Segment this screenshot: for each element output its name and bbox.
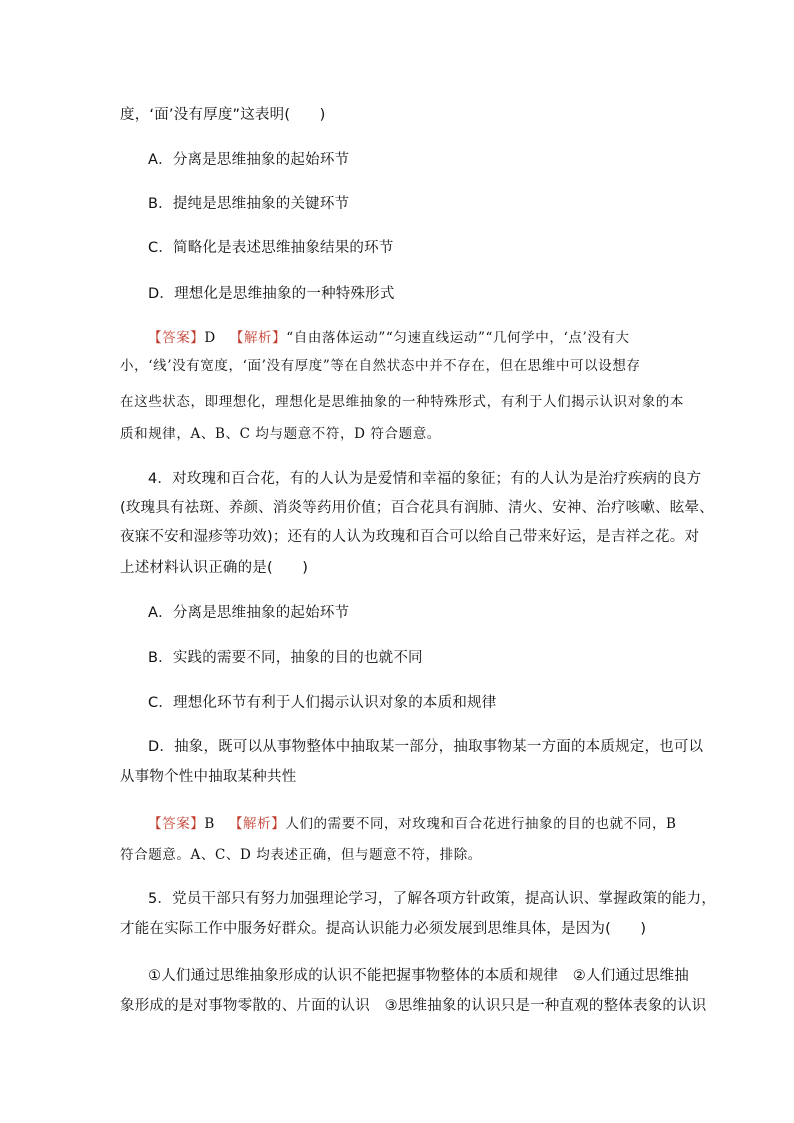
q4-analysis-tag: 【解析】 — [228, 816, 286, 832]
q4-stem-line: 4．对玫瑰和百合花，有的人认为是爱情和幸福的象征；有的人认为是治疗疾病的良方 — [148, 471, 702, 487]
q4-option-d: D．抽象，既可以从事物整体中抽取某一部分，抽取事物某一方面的本质规定，也可以 — [148, 739, 704, 755]
q3-analysis-line: 小，‘线’没有宽度，‘面’没有厚度”等在自然状态中并不存在，但在思维中可以设想存 — [120, 358, 641, 374]
q4-stem-line: (玫瑰具有祛斑、养颜、消炎等药用价值；百合花具有润肺、清火、安神、治疗咳嗽、眩晕、 — [120, 500, 714, 516]
q3-option-c: C．简略化是表述思维抽象结果的环节 — [148, 240, 394, 256]
q3-analysis-line: “自由落体运动”“匀速直线运动”“几何学中，‘点’没有大 — [286, 330, 630, 346]
q4-analysis-line: 人们的需要不同，对玫瑰和百合花进行抽象的目的也就不同，B — [285, 816, 677, 832]
q5-statement-line: 象形成的是对事物零散的、片面的认识 ③思维抽象的认识只是一种直观的整体表象的认识 — [120, 998, 707, 1014]
q3-stem-tail: 度，‘面’没有厚度”这表明( ) — [120, 107, 326, 123]
q5-statement-line: ①人们通过思维抽象形成的认识不能把握事物整体的本质和规律 ②人们通过思维抽 — [148, 968, 689, 984]
q3-option-a: A．分离是思维抽象的起始环节 — [148, 152, 350, 168]
q3-answer-value: D — [204, 330, 216, 346]
q4-option-b: B．实践的需要不同，抽象的目的也就不同 — [148, 650, 423, 666]
q3-answer-tag: 【答案】 — [148, 330, 205, 346]
q4-answer-line-1 — [148, 812, 677, 832]
q5-stem-line: 才能在实际工作中服务好群众。提高认识能力必须发展到思维具体，是因为( ) — [120, 921, 647, 937]
q4-option-a: A．分离是思维抽象的起始环节 — [148, 605, 350, 621]
q4-stem-line: 上述材料认识正确的是( ) — [120, 560, 309, 576]
q3-option-b: B．提纯是思维抽象的关键环节 — [148, 196, 350, 212]
q3-answer-line-1 — [148, 326, 630, 346]
q4-analysis-line: 符合题意。A、C、D 均表述正确，但与题意不符，排除。 — [120, 847, 482, 863]
q3-option-d: D．理想化是思维抽象的一种特殊形式 — [148, 286, 395, 302]
q3-analysis-tag: 【解析】 — [229, 330, 287, 346]
q4-answer-value: B — [204, 816, 215, 832]
q3-analysis-line: 在这些状态，即理想化，理想化是思维抽象的一种特殊形式，有利于人们揭示认识对象的本 — [120, 394, 684, 410]
q5-stem-line: 5．党员干部只有努力加强理论学习，了解各项方针政策，提高认识、掌握政策的能力， — [148, 891, 717, 907]
q4-answer-tag: 【答案】 — [148, 816, 205, 832]
q4-option-c: C．理想化环节有利于人们揭示认识对象的本质和规律 — [148, 695, 497, 711]
q4-stem-line: 夜寐不安和湿疹等功效)；还有的人认为玫瑰和百合可以给自己带来好运，是吉祥之花。对 — [120, 529, 700, 545]
q3-analysis-line: 质和规律，A、B、C 均与题意不符，D 符合题意。 — [120, 426, 441, 442]
q4-option-d-cont: 从事物个性中抽取某种共性 — [120, 769, 297, 785]
